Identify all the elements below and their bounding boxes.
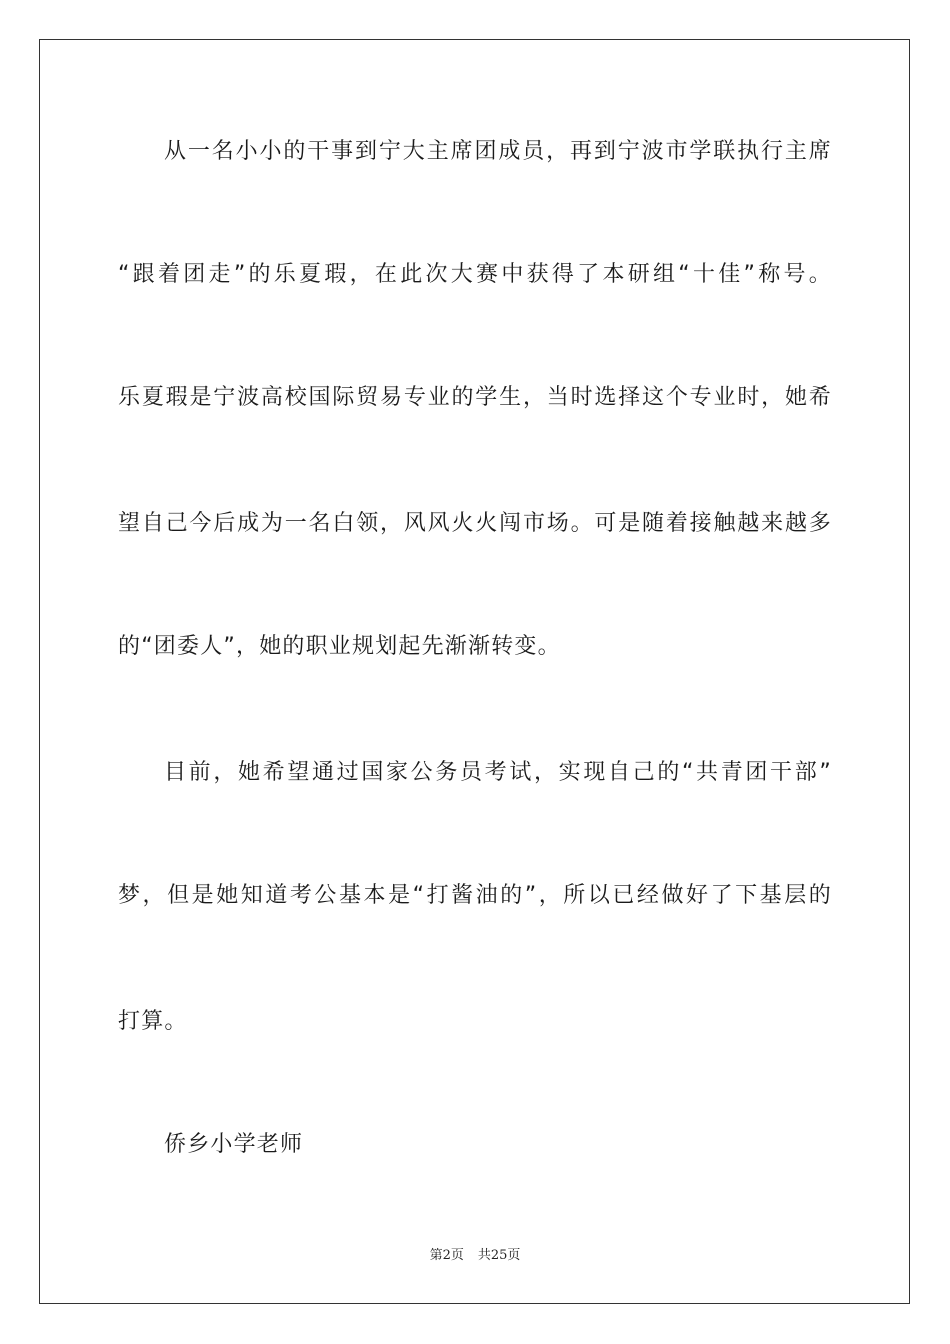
page-total: 共25页: [477, 1248, 521, 1263]
paragraph-2-line-1: 乐夏瑕是宁波高校国际贸易专业的学生，当时选择这个专业时，她希: [118, 385, 832, 410]
paragraph-2-line-2: 望自己今后成为一名白领，风风火火闯市场。可是随着接触越来越多: [118, 511, 832, 536]
section-heading: 侨乡小学老师: [164, 1132, 304, 1157]
paragraph-1-line-1: 从一名小小的干事到宁大主席团成员，再到宁波市学联执行主席: [164, 139, 832, 164]
paragraph-3-line-1: 目前，她希望通过国家公务员考试，实现自己的“共青团干部”: [164, 760, 832, 785]
page-footer: [0, 1247, 950, 1265]
page-frame: [39, 39, 910, 1304]
paragraph-2-line-3: 的“团委人”，她的职业规划起先渐渐转变。: [118, 634, 561, 659]
page-number: 第2页: [429, 1248, 464, 1263]
paragraph-1-line-2: “跟着团走”的乐夏瑕，在此次大赛中获得了本研组“十佳”称号。: [118, 262, 832, 287]
paragraph-3-line-3: 打算。: [118, 1009, 188, 1034]
paragraph-3-line-2: 梦，但是她知道考公基本是“打酱油的”，所以已经做好了下基层的: [118, 883, 832, 908]
